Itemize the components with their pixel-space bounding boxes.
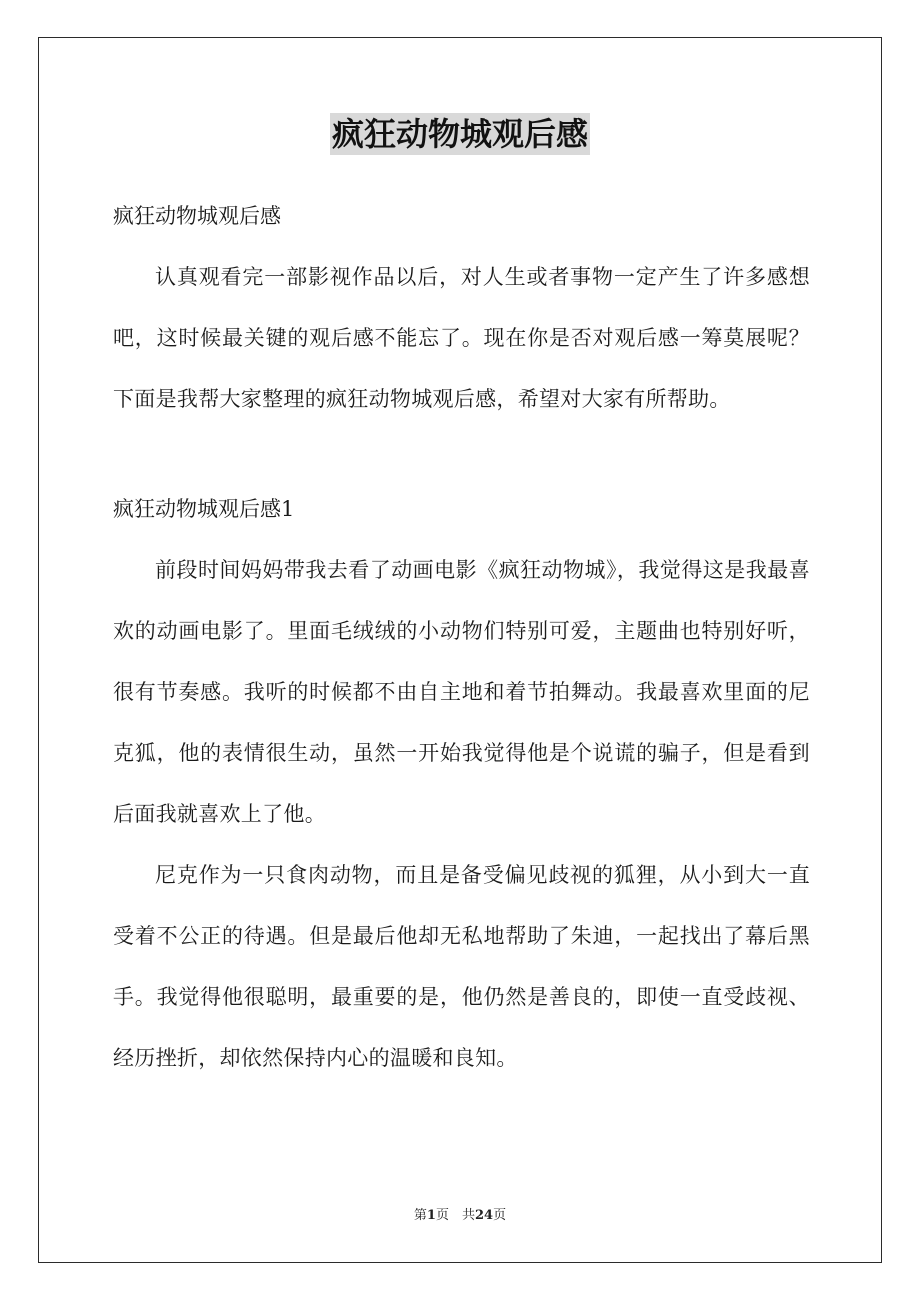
title-container (0, 113, 920, 155)
document-body (113, 196, 810, 1089)
page-middle: 页 共 (435, 1208, 475, 1223)
body-paragraph: 认真观看完一部影视作品以后，对人生或者事物一定产生了许多感想吧，这时候最关键的观后感不能忘了。现在你是否对观后感一筹莫展呢？下面是我帮大家整理的疯狂动物城观后感，希望对大家有所帮助。 (113, 265, 810, 411)
total-page-number: 24 (474, 1208, 494, 1223)
body-paragraph: 前段时间妈妈带我去看了动画电影《疯狂动物城》，我觉得这是我最喜欢的动画电影了。里面毛绒绒的小动物们特别可爱，主题曲也特别好听，很有节奏感。我听的时候都不由自主地和着节拍舞动。我最喜欢里面的尼克狐，他的表情很生动，虽然一开始我觉得他是个说谎的骗子，但是看到后面我就喜欢上了他。 (113, 558, 810, 826)
body-paragraph: 尼克作为一只食肉动物，而且是备受偏见歧视的狐狸，从小到大一直受着不公正的待遇。但是最后他却无私地帮助了朱迪，一起找出了幕后黑手。我觉得他很聪明，最重要的是，他仍然是善良的，即使一直受歧视、经历挫折，却依然保持内心的温暖和良知。 (113, 863, 810, 1070)
page-suffix: 页 (493, 1208, 507, 1223)
document-title: 疯狂动物城观后感 (331, 115, 588, 153)
section-heading: 疯狂动物城观后感 (113, 204, 281, 228)
page-prefix: 第 (413, 1208, 427, 1223)
current-page-number: 1 (426, 1208, 436, 1223)
section-heading: 疯狂动物城观后感1 (113, 497, 295, 521)
page-footer (0, 1204, 920, 1223)
